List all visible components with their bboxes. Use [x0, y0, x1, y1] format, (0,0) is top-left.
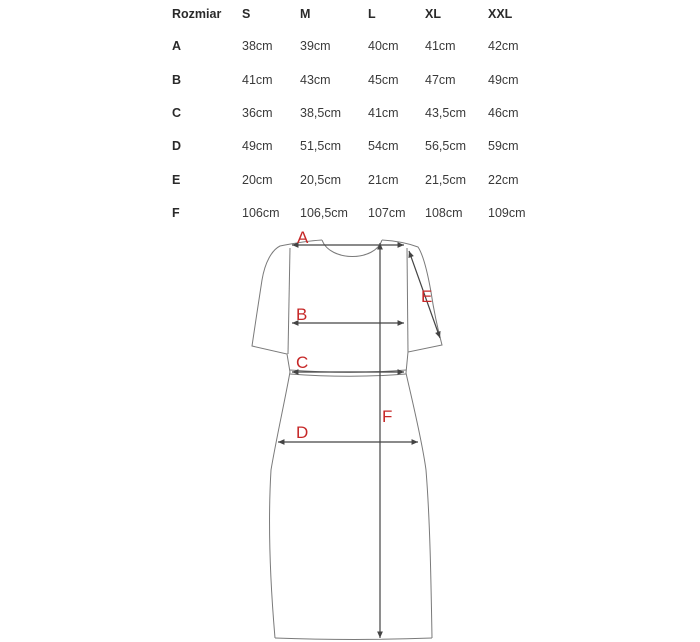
header-size-l: L	[368, 7, 376, 21]
table-cell: 51,5cm	[300, 139, 341, 153]
row-label-e: E	[172, 173, 181, 187]
table-cell: 21cm	[368, 173, 399, 187]
table-cell: 20,5cm	[300, 173, 341, 187]
header-rozmiar: Rozmiar	[172, 7, 222, 21]
table-cell: 43cm	[300, 73, 331, 87]
dress-outline	[252, 240, 442, 640]
table-cell: 38cm	[242, 39, 273, 53]
row-label-f: F	[172, 206, 180, 220]
table-cell: 39cm	[300, 39, 331, 53]
table-cell: 106,5cm	[300, 206, 348, 220]
table-cell: 42cm	[488, 39, 519, 53]
table-cell: 59cm	[488, 139, 519, 153]
table-cell: 106cm	[242, 206, 280, 220]
table-cell: 45cm	[368, 73, 399, 87]
header-size-xl: XL	[425, 7, 441, 21]
table-cell: 109cm	[488, 206, 526, 220]
row-label-b: B	[172, 73, 182, 87]
table-cell: 49cm	[488, 73, 519, 87]
table-cell: 54cm	[368, 139, 399, 153]
table-cell: 36cm	[242, 106, 273, 120]
table-cell: 41cm	[242, 73, 273, 87]
label-f: F	[382, 407, 393, 426]
table-cell: 47cm	[425, 73, 456, 87]
label-b: B	[296, 305, 308, 324]
table-cell: 56,5cm	[425, 139, 466, 153]
table-cell: 49cm	[242, 139, 273, 153]
header-size-xxl: XXL	[488, 7, 513, 21]
label-d: D	[296, 423, 309, 442]
table-cell: 108cm	[425, 206, 463, 220]
row-label-d: D	[172, 139, 182, 153]
table-cell: 43,5cm	[425, 106, 466, 120]
table-cell: 107cm	[368, 206, 406, 220]
label-a: A	[297, 228, 309, 247]
row-label-c: C	[172, 106, 182, 120]
table-cell: 41cm	[425, 39, 456, 53]
table-cell: 21,5cm	[425, 173, 466, 187]
table-cell: 40cm	[368, 39, 399, 53]
label-e: E	[421, 287, 433, 306]
row-label-a: A	[172, 39, 182, 53]
table-cell: 41cm	[368, 106, 399, 120]
table-cell: 38,5cm	[300, 106, 341, 120]
header-size-s: S	[242, 7, 251, 21]
table-cell: 22cm	[488, 173, 519, 187]
header-size-m: M	[300, 7, 311, 21]
table-cell: 20cm	[242, 173, 273, 187]
label-c: C	[296, 353, 309, 372]
table-cell: 46cm	[488, 106, 519, 120]
